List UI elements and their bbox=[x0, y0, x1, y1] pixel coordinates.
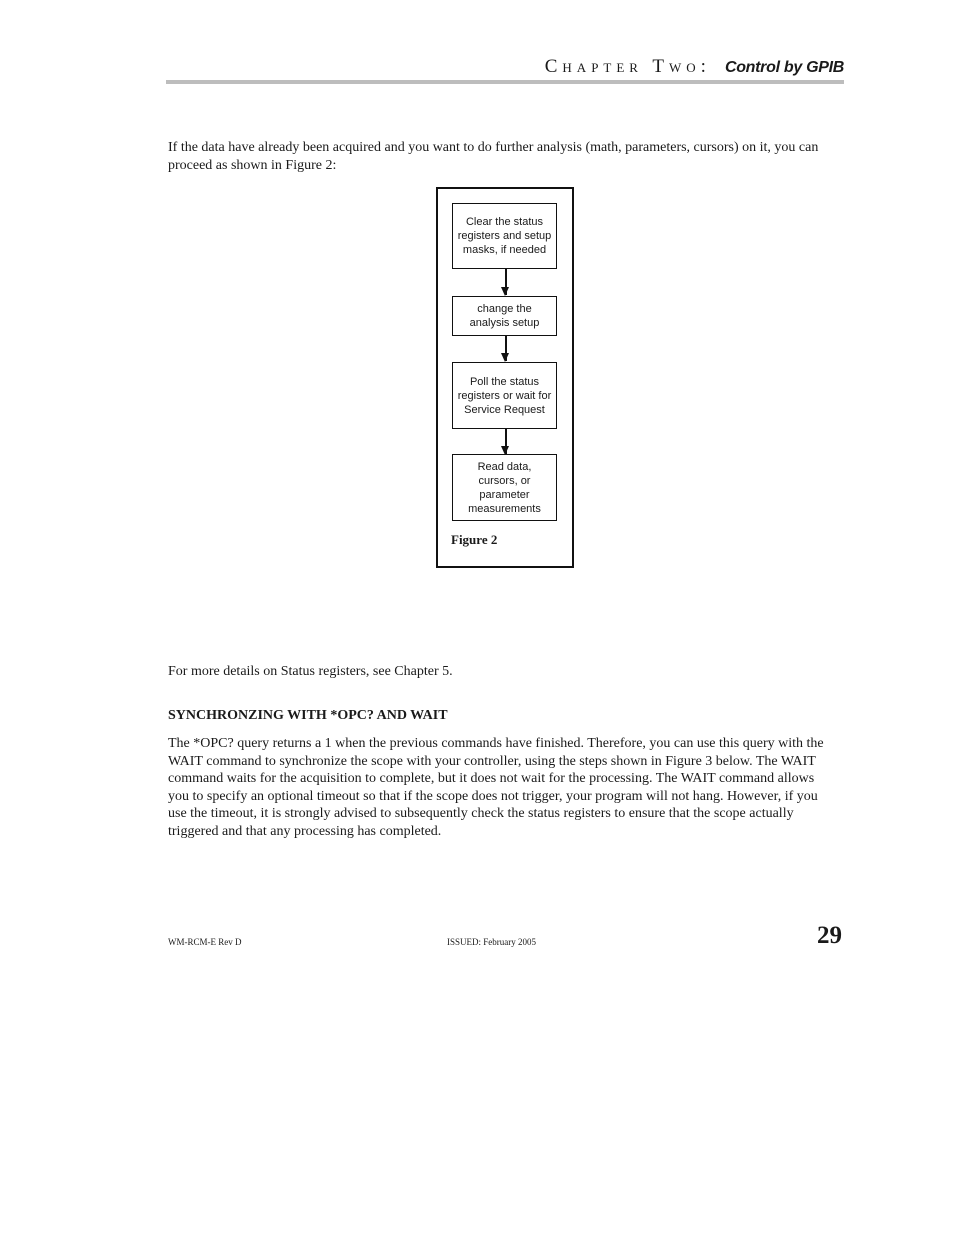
flow-arrow bbox=[505, 429, 507, 454]
status-reference-paragraph: For more details on Status registers, see Chapter 5. bbox=[168, 664, 453, 679]
flow-step-change-analysis: change the analysis setup bbox=[452, 296, 557, 336]
flow-step-clear-status: Clear the status registers and setup masks, if needed bbox=[452, 203, 557, 269]
page-header bbox=[166, 52, 844, 82]
section-heading: SYNCHRONZING WITH *OPC? AND WAIT bbox=[168, 708, 448, 723]
header-rule bbox=[166, 80, 844, 84]
figure-2 bbox=[436, 187, 574, 568]
figure-caption: Figure 2 bbox=[451, 532, 498, 547]
section-body-paragraph: The *OPC? query returns a 1 when the previous commands have finished. Therefore, you can use this query with the WAIT command to synchronize the scope with your controller, using the steps shown in Figure 3 below. The WAIT command waits for the acquisition to complete, but it does not wait for the processing. The WAIT command allows you to specify an optional timeout so that if the scope does not trigger, your program will not hang. However, if you use the timeout, it is strongly advised to subsequently check the status registers to ensure that the scope actually triggered and that any processing has completed. bbox=[168, 736, 824, 839]
page-number: 29 bbox=[817, 922, 842, 949]
flow-arrow bbox=[505, 336, 507, 361]
footer-doc-id: WM-RCM-E Rev D bbox=[168, 937, 242, 947]
intro-paragraph: If the data have already been acquired and you want to do further analysis (math, parameters, cursors) on it, you can proceed as shown in Figure 2: bbox=[168, 140, 819, 173]
chapter-title: Control by GPIB bbox=[724, 59, 844, 76]
footer-issued-date: ISSUED: February 2005 bbox=[447, 937, 536, 947]
chapter-label: Chapter Two: bbox=[544, 56, 711, 77]
flow-step-read-data: Read data, cursors, or parameter measurements bbox=[452, 454, 557, 521]
flow-step-poll-status: Poll the status registers or wait for Service Request bbox=[452, 362, 557, 429]
flow-arrow bbox=[505, 269, 507, 295]
